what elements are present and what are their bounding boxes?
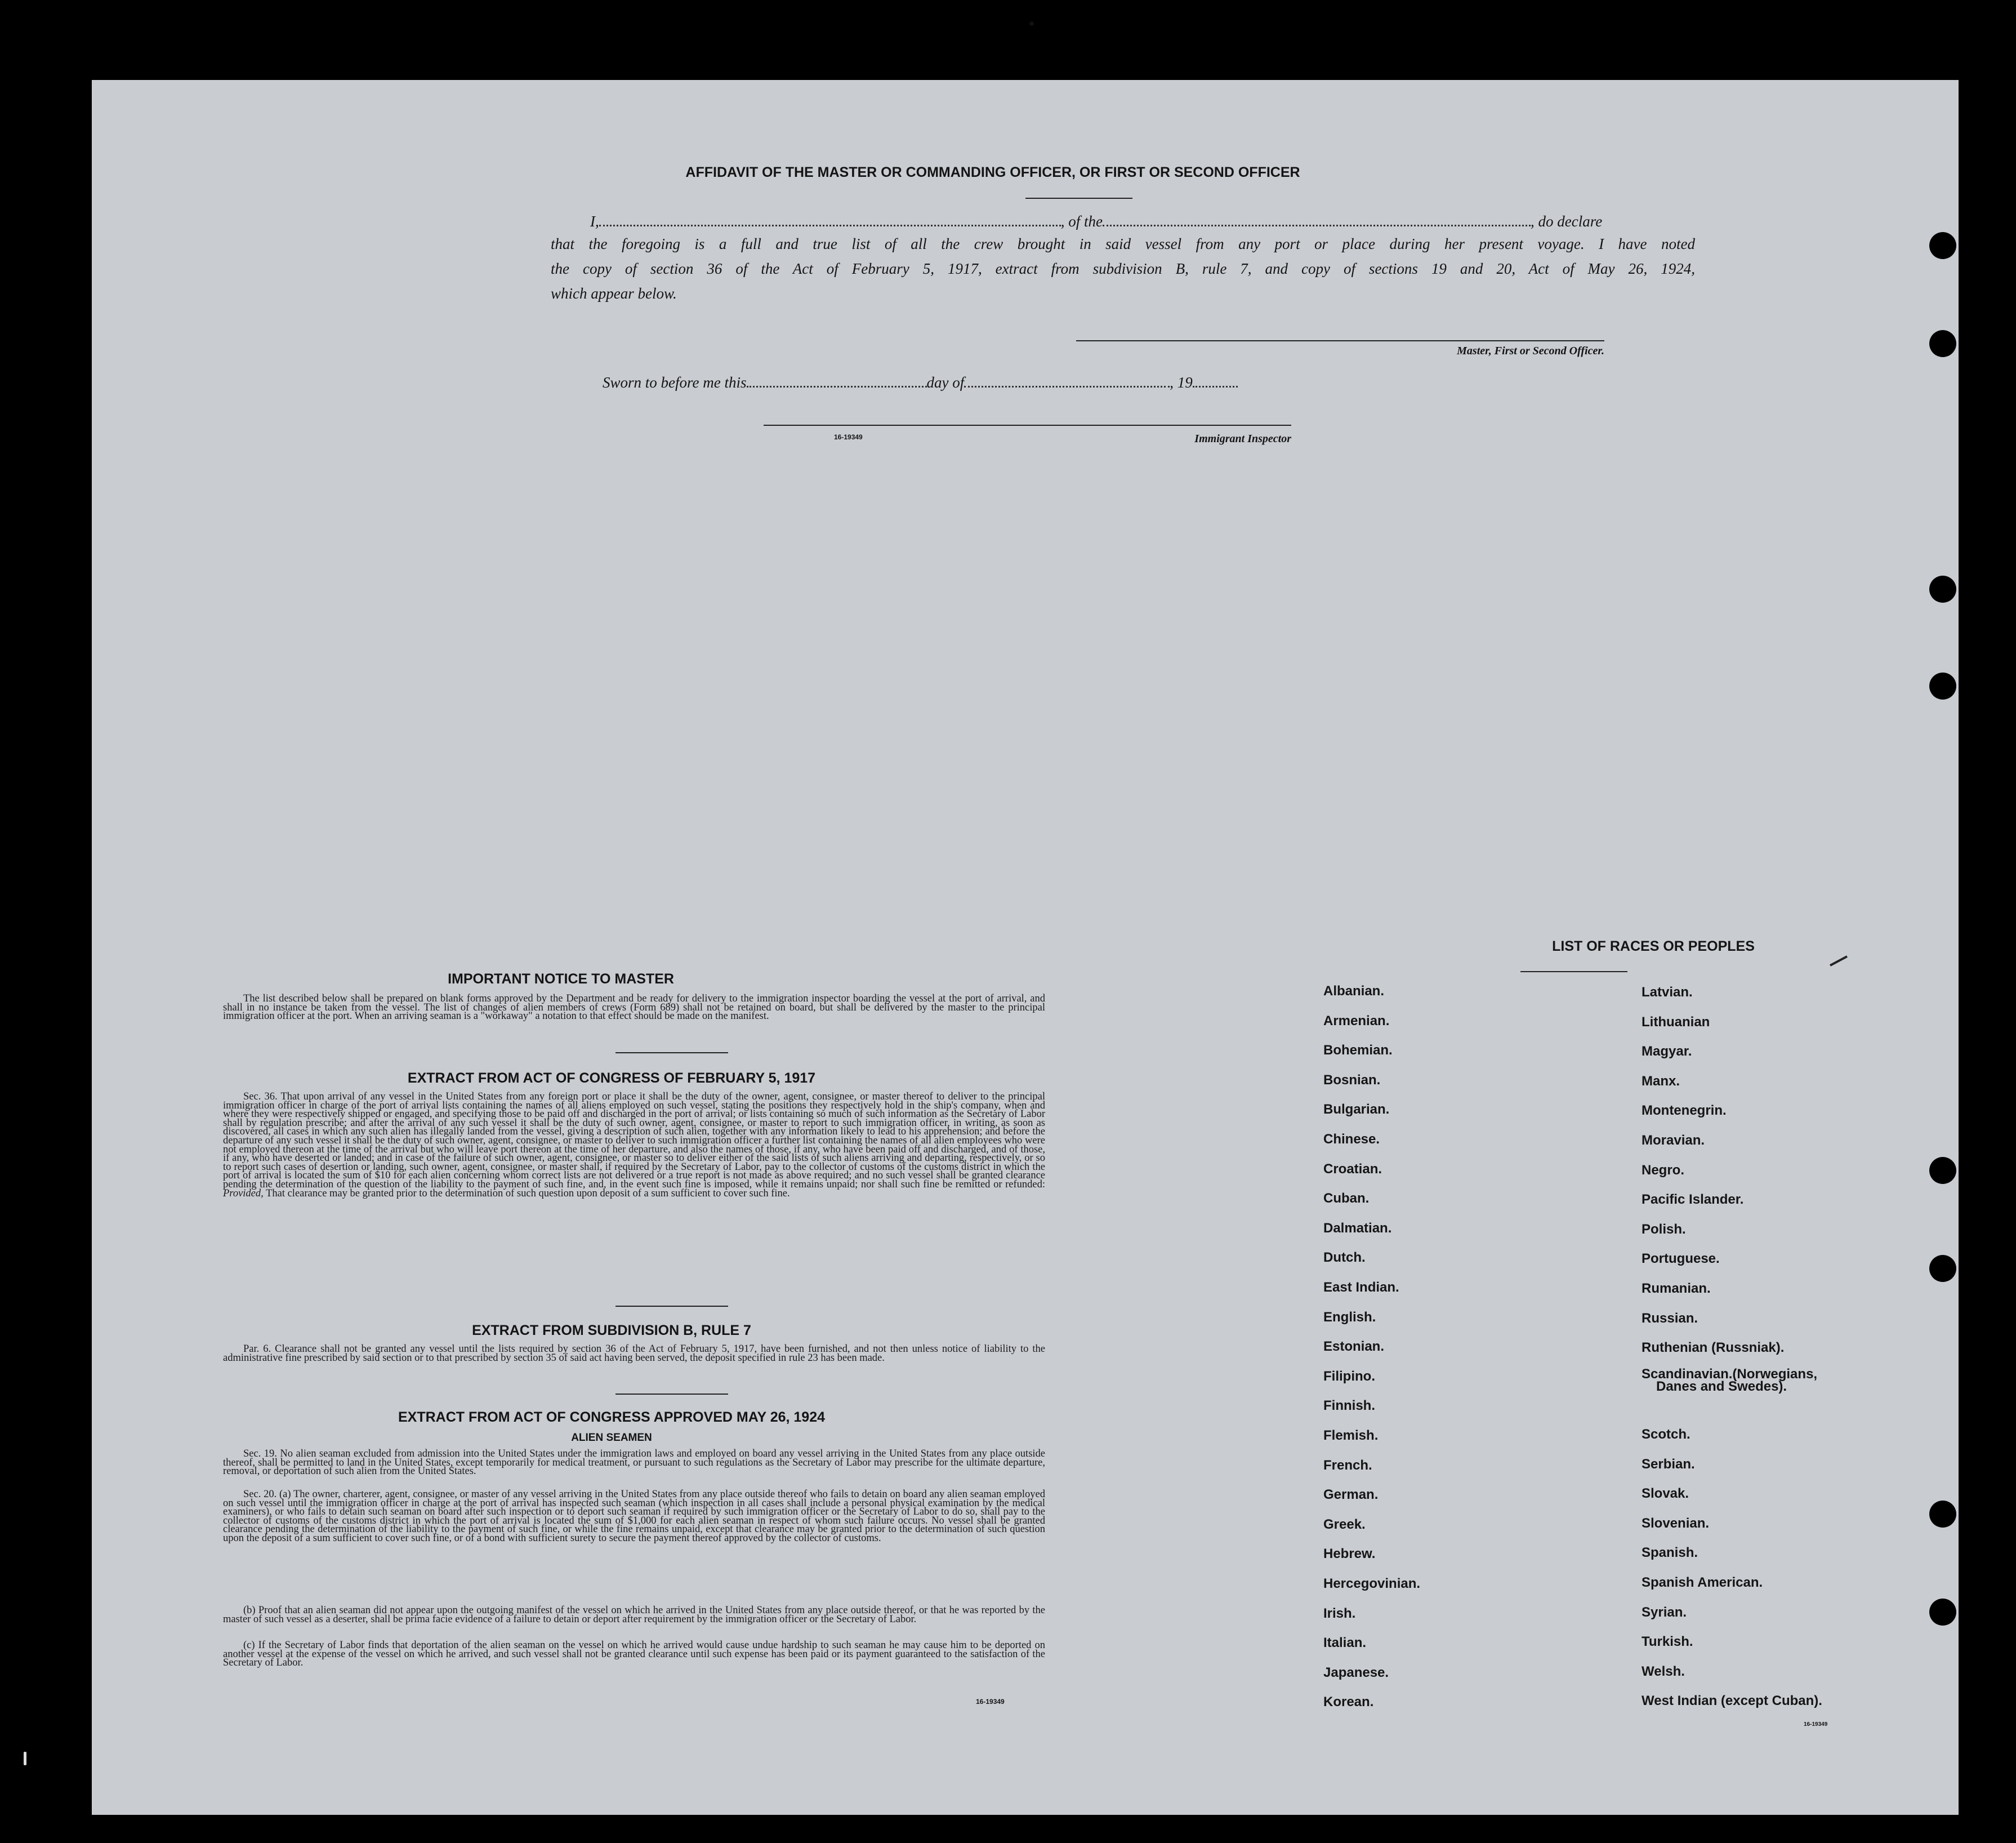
race-item: Moravian. — [1642, 1133, 1705, 1148]
year-prefix: , 19 — [1170, 374, 1193, 391]
race-item: Albanian. — [1323, 983, 1385, 999]
race-item: West Indian (except Cuban). — [1642, 1693, 1822, 1708]
declaration-line-4: which appear below. — [551, 285, 677, 302]
race-item: Portuguese. — [1642, 1251, 1720, 1266]
declarant-prefix: I, — [590, 213, 599, 230]
race-item: Cuban. — [1323, 1191, 1370, 1206]
race-item: Filipino. — [1323, 1369, 1375, 1384]
race-item: Irish. — [1323, 1606, 1356, 1621]
race-item: Flemish. — [1323, 1428, 1379, 1443]
race-item: Magyar. — [1642, 1044, 1692, 1059]
declaration-line-1 — [590, 213, 1695, 230]
declaration-line-3: the copy of section 36 of the Act of February 5, 1917, extract from subdivision B, rule 7, and copy of sections 19 and 20, Act of May 26, 1924, — [551, 260, 1695, 277]
notice-title: IMPORTANT NOTICE TO MASTER — [448, 971, 674, 987]
race-item: Pacific Islander. — [1642, 1192, 1744, 1207]
race-item: Greek. — [1323, 1517, 1366, 1532]
title-divider — [1025, 198, 1132, 199]
race-item: Montenegrin. — [1642, 1103, 1727, 1118]
races-divider — [1520, 971, 1627, 972]
race-item: Italian. — [1323, 1635, 1367, 1650]
sworn-line — [603, 374, 1238, 391]
race-item: English. — [1323, 1310, 1376, 1325]
punch-hole — [1929, 576, 1956, 603]
declaration-line-2: that the foregoing is a full and true list of all the crew brought in said vessel from any port or place during her present voyage. I have noted — [551, 235, 1695, 252]
race-item: Syrian. — [1642, 1605, 1687, 1620]
race-item: Scandinavian.(Norwegians, — [1642, 1366, 1818, 1382]
form-sheet — [92, 80, 1959, 1815]
sec-20b-text: (b) Proof that an alien seaman did not appear upon the outgoing manifest of the vessel on which he arrived in the United States from any place outside thereof, or that he was reported by the master of such vessel as a deserter, shall be prima facie evidence of a failure to detain or deport after requirement by the immigration officer or the Secretary of Labor. — [223, 1605, 1045, 1625]
declare-label: , do declare — [1531, 213, 1603, 230]
notice-text: The list described below shall be prepared on blank forms approved by the Department and be ready for delivery to the immigration inspector boarding the vessel at the port of arrival, and shall in no instance be taken from the vessel. The list of changes of alien members of crews (Form 689) shall not be retained on board, but shall be delivered by the master to the principal immigration officer at the port. When an arriving seaman is a "workaway" a notation to that effect should be made on the manifest. — [223, 993, 1045, 1022]
race-item: Japanese. — [1323, 1665, 1389, 1680]
race-item: Bohemian. — [1323, 1043, 1393, 1058]
race-item: German. — [1323, 1487, 1379, 1502]
race-item: Russian. — [1642, 1311, 1698, 1326]
act-1917-text — [223, 1093, 1045, 1198]
act-1917-proviso: Provided, — [223, 1187, 264, 1199]
punch-hole — [1929, 1255, 1956, 1282]
punch-hole — [1929, 330, 1956, 357]
rule-7-text: Par. 6. Clearance shall not be granted any vessel until the lists required by section 36 of the Act of February 5, 1917, have been furnished, and not then unless notice of liability to the administrative fine prescribed by said section or to that prescribed by section 35 of said act having been served, the deposit specified in rule 23 has been made. — [223, 1343, 1045, 1364]
sec-19-text: Sec. 19. No alien seaman excluded from admission into the United States under the immigration laws and employed on board any vessel arriving in the United States from any place outside thereof, shall be permitted to land in the United States, except temporarily for medical treatment, or pursuant to such regulations as the Secretary of Labor may prescribe for the ultimate departure, removal, or deportation of such alien from the United States. — [223, 1448, 1045, 1477]
punch-hole — [1929, 232, 1956, 259]
form-number: 16-19349 — [834, 433, 863, 441]
declarant-name-field[interactable] — [599, 216, 1061, 226]
race-item: Spanish American. — [1642, 1575, 1763, 1590]
punch-hole — [1929, 1599, 1956, 1626]
race-item: Lithuanian — [1642, 1014, 1710, 1030]
sworn-month-field[interactable] — [964, 377, 1170, 388]
race-item: Rumanian. — [1642, 1281, 1711, 1296]
race-item: Hebrew. — [1323, 1546, 1376, 1561]
race-item: Negro. — [1642, 1163, 1685, 1178]
race-item: Finnish. — [1323, 1398, 1375, 1413]
races-title: LIST OF RACES OR PEOPLES — [1552, 938, 1755, 954]
sworn-day-field[interactable] — [747, 377, 927, 388]
race-item: Slovenian. — [1642, 1516, 1710, 1531]
race-item: Welsh. — [1642, 1664, 1685, 1679]
sec-20a-text: Sec. 20. (a) The owner, charterer, agent, consignee, or master of any vessel arriving in the United States from any place outside thereof who fails to detain on board any alien seaman employed on such vessel until the immigration officer in charge at the port of arrival has inspected such seaman (which inspection in all cases shall include a personal physical examination by the medical examiners), or who fails to detain such seaman on board after such inspection or to deport such seaman if required by such immigration officer or the Secretary of Labor to do so, shall pay to the collector of customs of the customs district in which the port of arrival is located the sum of $1,000 for each alien seaman in respect of whom such failure occurs. No vessel shall be granted clearance pending the determination of the liability to the payment of such fine, or while the fine remains unpaid, except that clearance may be granted prior to the determination of such question upon the deposit of a sum sufficient to cover such fine, or of a bond with sufficient surety to secure the payment thereof approved by the collector of customs. — [223, 1489, 1045, 1544]
race-item: Manx. — [1642, 1074, 1680, 1089]
race-item: Dutch. — [1323, 1250, 1366, 1265]
race-item: Dalmatian. — [1323, 1221, 1392, 1236]
scan-speck — [1029, 21, 1034, 26]
race-item: Polish. — [1642, 1222, 1686, 1237]
race-item: Bosnian. — [1323, 1072, 1381, 1088]
race-item: Estonian. — [1323, 1339, 1385, 1354]
act-1924-subtitle: ALIEN SEAMEN — [571, 1432, 652, 1444]
race-item: Latvian. — [1642, 985, 1693, 1000]
pen-mark — [1830, 955, 1848, 966]
section-divider — [615, 1306, 728, 1307]
inspector-signature-line[interactable] — [764, 425, 1291, 426]
race-item: Turkish. — [1642, 1634, 1693, 1649]
affidavit-title: AFFIDAVIT OF THE MASTER OR COMMANDING OFFICER, OR FIRST OR SECOND OFFICER — [685, 164, 1300, 180]
race-item-continuation: Danes and Swedes). — [1656, 1379, 1787, 1394]
sworn-year-field[interactable] — [1193, 377, 1238, 388]
form-number: 16-19349 — [1804, 1721, 1828, 1728]
form-number: 16-19349 — [976, 1698, 1005, 1706]
scan-speck — [24, 1752, 26, 1765]
act-1924-title: EXTRACT FROM ACT OF CONGRESS APPROVED MAY 26, 1924 — [398, 1409, 826, 1425]
section-divider — [615, 1052, 728, 1053]
of-the-label: , of the — [1060, 213, 1103, 230]
race-item: Slovak. — [1642, 1486, 1689, 1501]
punch-hole — [1929, 673, 1956, 700]
race-item: Armenian. — [1323, 1013, 1390, 1029]
sec-20c-text: (c) If the Secretary of Labor finds that deportation of the alien seaman on the vessel on which he arrived would cause undue hardship to such seaman he may cause him to be deported on another vessel at the expense of the vessel on which he arrived, and such vessel shall not be granted clearance until such expense has been paid or its payment guaranteed to the satisfaction of the Secretary of Labor. — [223, 1640, 1045, 1669]
vessel-name-field[interactable] — [1103, 216, 1531, 226]
act-1917-body: Sec. 36. That upon arrival of any vessel in the United States from any foreign port or place it shall be the duty of the owner, agent, consignee, or master thereof to deliver to the principal immigration officer in charge of the port of arrival lists containing the names of all aliens employed on such vessel, stating the positions they respectively hold in the ship's company, when and where they were respectively shipped or engaged, and specifying those to be paid off and discharged in the port of arrival; or lists containing so much of such information as the Secretary of Labor shall by regulation prescribe; and after the arrival of any such vessel it shall be the duty of such owner, agent, consignee, or master to report to such immigration officer, in writing, as soon as discovered, all cases in which any such alien has illegally landed from the vessel, giving a description of such alien, together with any information likely to lead to his apprehension; and before the departure of any such vessel it shall be the duty of such owner, agent, consignee, or master to deliver to such immigration officer a further list containing the names of all alien employees who were not employed thereon at the time of the arrival but who will leave port thereon at the time of her departure, and also the names of those, if any, who have been paid off and discharged, and of those, if any, who have deserted or landed; and in case of the failure of such owner, agent, consignee, or master so to deliver either of the said lists of such aliens arriving and departing, respectively, or so to report such cases of desertion or landing, such owner, agent, consignee, or master shall, if required by the Secretary of Labor, pay to the collector of customs of the customs district in which the port of arrival is located the sum of $10 for each alien concerning whom correct lists are not delivered or a true report is not made as above required; and no such vessel shall be granted clearance pending the determination of the question of the liability to the payment of such fine, and, in the event such fine is imposed, while it remains unpaid; nor shall such fine be remitted or refunded: — [223, 1091, 1045, 1190]
race-item: East Indian. — [1323, 1280, 1399, 1295]
race-item: Scotch. — [1642, 1427, 1691, 1442]
act-1917-title: EXTRACT FROM ACT OF CONGRESS OF FEBRUARY 5, 1917 — [407, 1070, 816, 1086]
race-item: Bulgarian. — [1323, 1102, 1390, 1117]
race-item: Ruthenian (Russniak). — [1642, 1340, 1785, 1355]
punch-hole — [1929, 1501, 1956, 1528]
signature-line[interactable] — [1076, 340, 1604, 341]
race-item: Spanish. — [1642, 1545, 1698, 1560]
inspector-label: Immigrant Inspector — [1194, 433, 1291, 445]
sworn-prefix: Sworn to before me this — [603, 374, 747, 391]
race-item: Korean. — [1323, 1694, 1374, 1710]
race-item: Hercegovinian. — [1323, 1576, 1421, 1591]
race-item: French. — [1323, 1458, 1372, 1473]
race-item: Croatian. — [1323, 1161, 1382, 1177]
race-item: Chinese. — [1323, 1132, 1380, 1147]
signature-label: Master, First or Second Officer. — [1457, 345, 1604, 357]
punch-hole — [1929, 1157, 1956, 1184]
race-item: Serbian. — [1642, 1457, 1695, 1472]
day-of-label: day of — [926, 374, 965, 391]
rule-7-title: EXTRACT FROM SUBDIVISION B, RULE 7 — [472, 1323, 751, 1338]
section-divider — [615, 1394, 728, 1395]
act-1917-body-end: That clearance may be granted prior to the determination of such question upon deposit of a sum sufficient to cover such fine. — [266, 1187, 790, 1199]
